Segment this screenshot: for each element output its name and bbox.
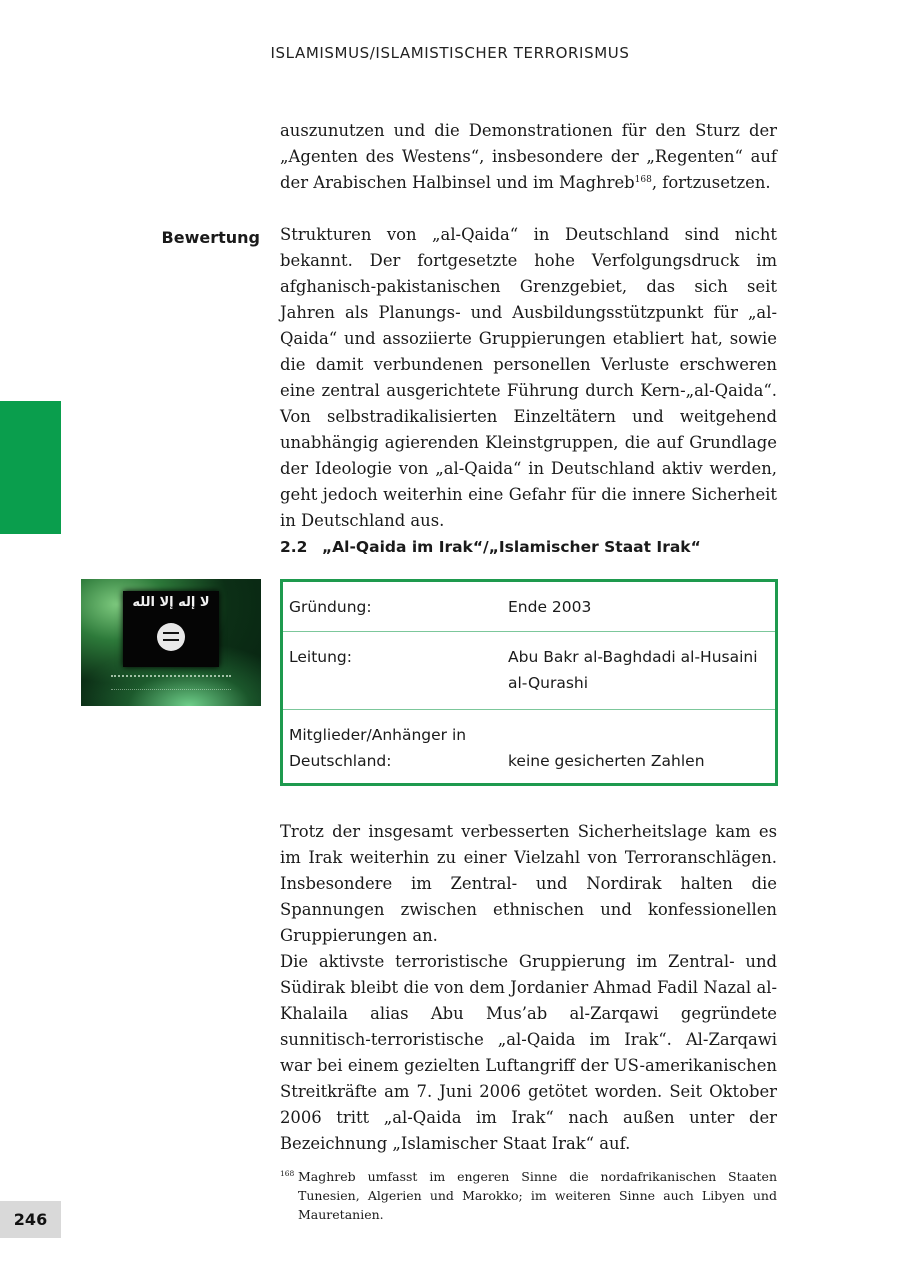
seal-icon bbox=[157, 623, 185, 651]
section-title: „Al-Qaida im Irak“/„Islamischer Staat Irak“ bbox=[322, 538, 701, 556]
footnote-number: 168 bbox=[280, 1169, 295, 1178]
table-row bbox=[283, 632, 775, 710]
body-paragraph-1: Trotz der insgesamt verbesserten Sicherheitslage kam es im Irak weiterhin zu einer Vielzahl von Terroranschlägen. Insbesondere im Zentral- und Nordirak halten die Spannungen zwischen ethnischen und konfessionellen Gruppierungen an. bbox=[280, 822, 777, 945]
intro-text-after: , fortzusetzen. bbox=[651, 173, 771, 192]
assessment-paragraph: Strukturen von „al-Qaida“ in Deutschland sind nicht bekannt. Der fortgesetzte hohe Verfolgungsdruck im afghanisch-pakistanischen Grenzgebiet, das sich seit Jahren als Planungs- und Ausbildungsstützpunkt für „al-Qaida“ und assoziierte Gruppierungen etabliert hat, sowie die damit verbundenen personellen Verluste erschweren eine zentral ausgerichtete Führung durch Kern-„al-Qaida“. Von selbstradikalisierten Einzeltätern und weitgehend unabhängig agierenden Kleinstgruppen, die auf Grundlage der Ideologie von „al-Qaida“ in Deutschland aktiv werden, geht jedoch weiterhin eine Gefahr für die innere Sicherheit in Deutschland aus. bbox=[280, 225, 777, 530]
black-flag bbox=[123, 591, 219, 667]
info-table bbox=[280, 579, 778, 786]
chapter-marker bbox=[0, 401, 61, 534]
founding-label: Gründung: bbox=[289, 598, 372, 616]
running-header: ISLAMISMUS/ISLAMISTISCHER TERRORISMUS bbox=[270, 44, 630, 62]
table-row bbox=[283, 710, 775, 783]
founding-value: Ende 2003 bbox=[508, 598, 592, 616]
intro-paragraph bbox=[280, 118, 777, 196]
members-value: keine gesicherten Zahlen bbox=[508, 752, 705, 770]
leadership-label: Leitung: bbox=[289, 648, 352, 666]
isi-flag-image bbox=[81, 579, 261, 706]
section-heading bbox=[280, 536, 777, 558]
intro-text-before: auszunutzen und die Demonstrationen für den Sturz der „Agenten des Westens“, insbesondere der „Regenten“ auf der Arabischen Halbinsel und im Maghreb bbox=[280, 121, 777, 192]
footnote-text: Maghreb umfasst im engeren Sinne die nordafrikanischen Staaten Tunesien, Algerien und Marokko; im weiteren Sinne auch Libyen und Mauretanien. bbox=[298, 1169, 777, 1222]
page-number: 246 bbox=[0, 1201, 61, 1238]
calligraphy-decoration bbox=[111, 675, 231, 690]
table-row bbox=[283, 582, 775, 632]
footnote bbox=[280, 1167, 777, 1224]
flag-inscription: لا إله إلا الله bbox=[132, 595, 210, 610]
members-label: Mitglieder/Anhänger in Deutschland: bbox=[289, 726, 467, 770]
assessment-label: Bewertung bbox=[161, 228, 260, 247]
section-number: 2.2 bbox=[280, 538, 308, 556]
body-paragraph-2: Die aktivste terroristische Gruppierung im Zentral- und Südirak bleibt die von dem Jordanier Ahmad Fadil Nazal al-Khalaila alias Abu Mus’ab al-Zarqawi gegründete sunnitisch-terroristische „al-Qaida im Irak“. Al-Zarqawi war bei einem gezielten Luftangriff der US-amerikanischen Streitkräfte am 7. Juni 2006 getötet worden. Seit Oktober 2006 tritt „al-Qaida im Irak“ nach außen unter der Bezeichnung „Islamischer Staat Irak“ auf. bbox=[280, 952, 777, 1153]
leadership-value: Abu Bakr al-Baghdadi al-Husaini al-Qurashi bbox=[508, 648, 758, 692]
footnote-reference[interactable]: 168 bbox=[634, 175, 652, 185]
